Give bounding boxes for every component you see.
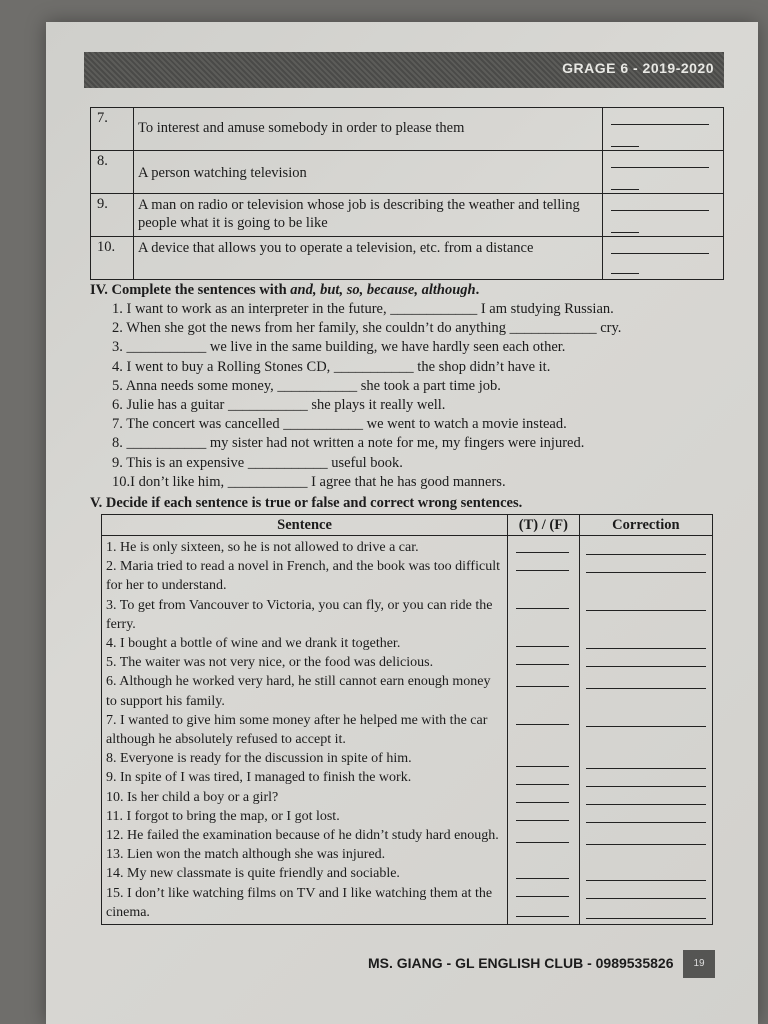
- answer-cell[interactable]: [603, 237, 724, 280]
- section-4-sentences: [112, 300, 712, 492]
- tf-answer-blank[interactable]: [516, 878, 569, 879]
- true-false-table: [101, 514, 713, 925]
- row-number: 10.: [91, 237, 134, 280]
- list-item: 13. Lien won the match although she was injured.: [106, 847, 386, 863]
- list-item: 5. The waiter was not very nice, or the food was delicious.: [106, 655, 434, 671]
- list-item: 4. I bought a bottle of wine and we drank it together.: [106, 636, 401, 652]
- list-item: 5. Anna needs some money, ___________ she took a part time job.: [112, 377, 501, 394]
- list-item: 9. This is an expensive ___________ useful book.: [112, 454, 403, 471]
- list-item: 8. ___________ my sister had not written a note for me, my fingers were injured.: [112, 435, 585, 452]
- list-item: 1. I want to work as an interpreter in the future, ____________ I am studying Russian.: [112, 301, 614, 317]
- sentences-cell: [102, 536, 508, 925]
- correction-blank[interactable]: [586, 610, 706, 611]
- header-sentence: Sentence: [102, 515, 508, 536]
- correction-blank[interactable]: [586, 688, 706, 689]
- correction-blank[interactable]: [586, 918, 706, 919]
- list-item: 8. Everyone is ready for the discussion in spite of him.: [106, 751, 412, 767]
- tf-answer-column[interactable]: [508, 536, 580, 925]
- list-item: 7. The concert was cancelled ___________ we went to watch a movie instead.: [112, 416, 567, 433]
- page-number: 19: [683, 950, 715, 978]
- row-definition: [134, 108, 603, 151]
- list-item: 15. I don’t like watching films on TV and I like watching them at the cinema.: [106, 885, 493, 920]
- list-item: 7. I wanted to give him some money after he helped me with the car although he absolutely refused to accept it.: [106, 712, 488, 748]
- row-number: 8.: [91, 151, 134, 194]
- correction-blank[interactable]: [586, 898, 706, 899]
- tf-answer-blank[interactable]: [516, 552, 569, 553]
- list-item: 1. He is only sixteen, so he is not allowed to drive a car.: [106, 540, 419, 555]
- header-bar: [84, 52, 724, 88]
- table-row: [91, 151, 724, 194]
- section-4-title: IV. Complete the sentences with and, but, so, because, although.: [90, 282, 480, 298]
- answer-cell[interactable]: [603, 194, 724, 237]
- tf-answer-blank[interactable]: [516, 724, 569, 725]
- list-item: 10. Is her child a boy or a girl?: [106, 789, 279, 805]
- list-item: 2. Maria tried to read a novel in French, and the book was too difficult for her to understand.: [106, 559, 500, 594]
- list-item: 14. My new classmate is quite friendly and sociable.: [106, 866, 400, 882]
- table-row: [91, 237, 724, 280]
- list-item: 6. Julie has a guitar ___________ she plays it really well.: [112, 397, 446, 414]
- list-item: 4. I went to buy a Rolling Stones CD, ___________ the shop didn’t have it.: [112, 358, 551, 375]
- correction-blank[interactable]: [586, 804, 706, 805]
- answer-cell[interactable]: [603, 151, 724, 194]
- answer-blank: [611, 253, 709, 254]
- definition-text: To interest and amuse somebody in order to please them: [138, 120, 465, 136]
- tf-answer-blank[interactable]: [516, 686, 569, 687]
- vocabulary-table: [90, 107, 724, 280]
- tf-answer-blank[interactable]: [516, 916, 569, 917]
- definition-text: A man on radio or television whose job is describing the weather and telling people what it is going to be like: [138, 197, 580, 231]
- row-number: 9.: [91, 194, 134, 237]
- tf-answer-blank[interactable]: [516, 820, 569, 821]
- header-correction: Correction: [579, 515, 712, 536]
- list-item: 9. In spite of I was tired, I managed to finish the work.: [106, 770, 412, 786]
- row-definition: [134, 194, 603, 237]
- correction-blank[interactable]: [586, 726, 706, 727]
- correction-blank[interactable]: [586, 554, 706, 555]
- correction-blank[interactable]: [586, 822, 706, 823]
- correction-blank[interactable]: [586, 648, 706, 649]
- tf-answer-blank[interactable]: [516, 802, 569, 803]
- tf-answer-blank[interactable]: [516, 784, 569, 785]
- list-item: 3. ___________ we live in the same building, we have hardly seen each other.: [112, 339, 566, 356]
- row-definition: [134, 237, 603, 280]
- correction-blank[interactable]: [586, 768, 706, 769]
- answer-blank: [611, 210, 709, 211]
- correction-blank[interactable]: [586, 844, 706, 845]
- list-item: 10.I don’t like him, ___________ I agree that he has good manners.: [112, 473, 506, 490]
- table-row: [91, 194, 724, 237]
- row-number: 7.: [91, 108, 134, 151]
- list-item: 2. When she got the news from her family, she couldn’t do anything ____________ cry.: [112, 320, 622, 337]
- tf-answer-blank[interactable]: [516, 842, 569, 843]
- tf-answer-blank[interactable]: [516, 608, 569, 609]
- table-row: [91, 108, 724, 151]
- tf-answer-blank[interactable]: [516, 896, 569, 897]
- list-item: 12. He failed the examination because of he didn’t study hard enough.: [106, 828, 499, 844]
- definition-text: A person watching television: [138, 165, 307, 181]
- answer-blank: [611, 189, 639, 190]
- answer-blank: [611, 273, 639, 274]
- definition-text: A device that allows you to operate a television, etc. from a distance: [138, 240, 534, 256]
- correction-blank[interactable]: [586, 572, 706, 573]
- tf-answer-blank[interactable]: [516, 664, 569, 665]
- correction-blank[interactable]: [586, 786, 706, 787]
- correction-blank[interactable]: [586, 880, 706, 881]
- footer-text: MS. GIANG - GL ENGLISH CLUB - 0989535826: [368, 955, 674, 971]
- section-5-title: V. Decide if each sentence is true or false and correct wrong sentences.: [90, 495, 523, 511]
- correction-column[interactable]: [579, 536, 712, 925]
- correction-blank[interactable]: [586, 666, 706, 667]
- answer-blank: [611, 124, 709, 125]
- tf-answer-blank[interactable]: [516, 766, 569, 767]
- answer-blank: [611, 232, 639, 233]
- table-row: [102, 536, 713, 925]
- list-item: 3. To get from Vancouver to Victoria, you can fly, or you can ride the ferry.: [106, 597, 493, 632]
- tf-answer-blank[interactable]: [516, 570, 569, 571]
- table-header-row: [102, 515, 713, 536]
- header-title: GRAGE 6 - 2019-2020: [562, 60, 714, 76]
- list-item: 6. Although he worked very hard, he still cannot earn enough money to support his family.: [106, 674, 491, 709]
- list-item: 11. I forgot to bring the map, or I got lost.: [106, 808, 340, 824]
- row-definition: [134, 151, 603, 194]
- header-tf: (T) / (F): [508, 515, 580, 536]
- answer-blank: [611, 146, 639, 147]
- answer-blank: [611, 167, 709, 168]
- tf-answer-blank[interactable]: [516, 646, 569, 647]
- answer-cell[interactable]: [603, 108, 724, 151]
